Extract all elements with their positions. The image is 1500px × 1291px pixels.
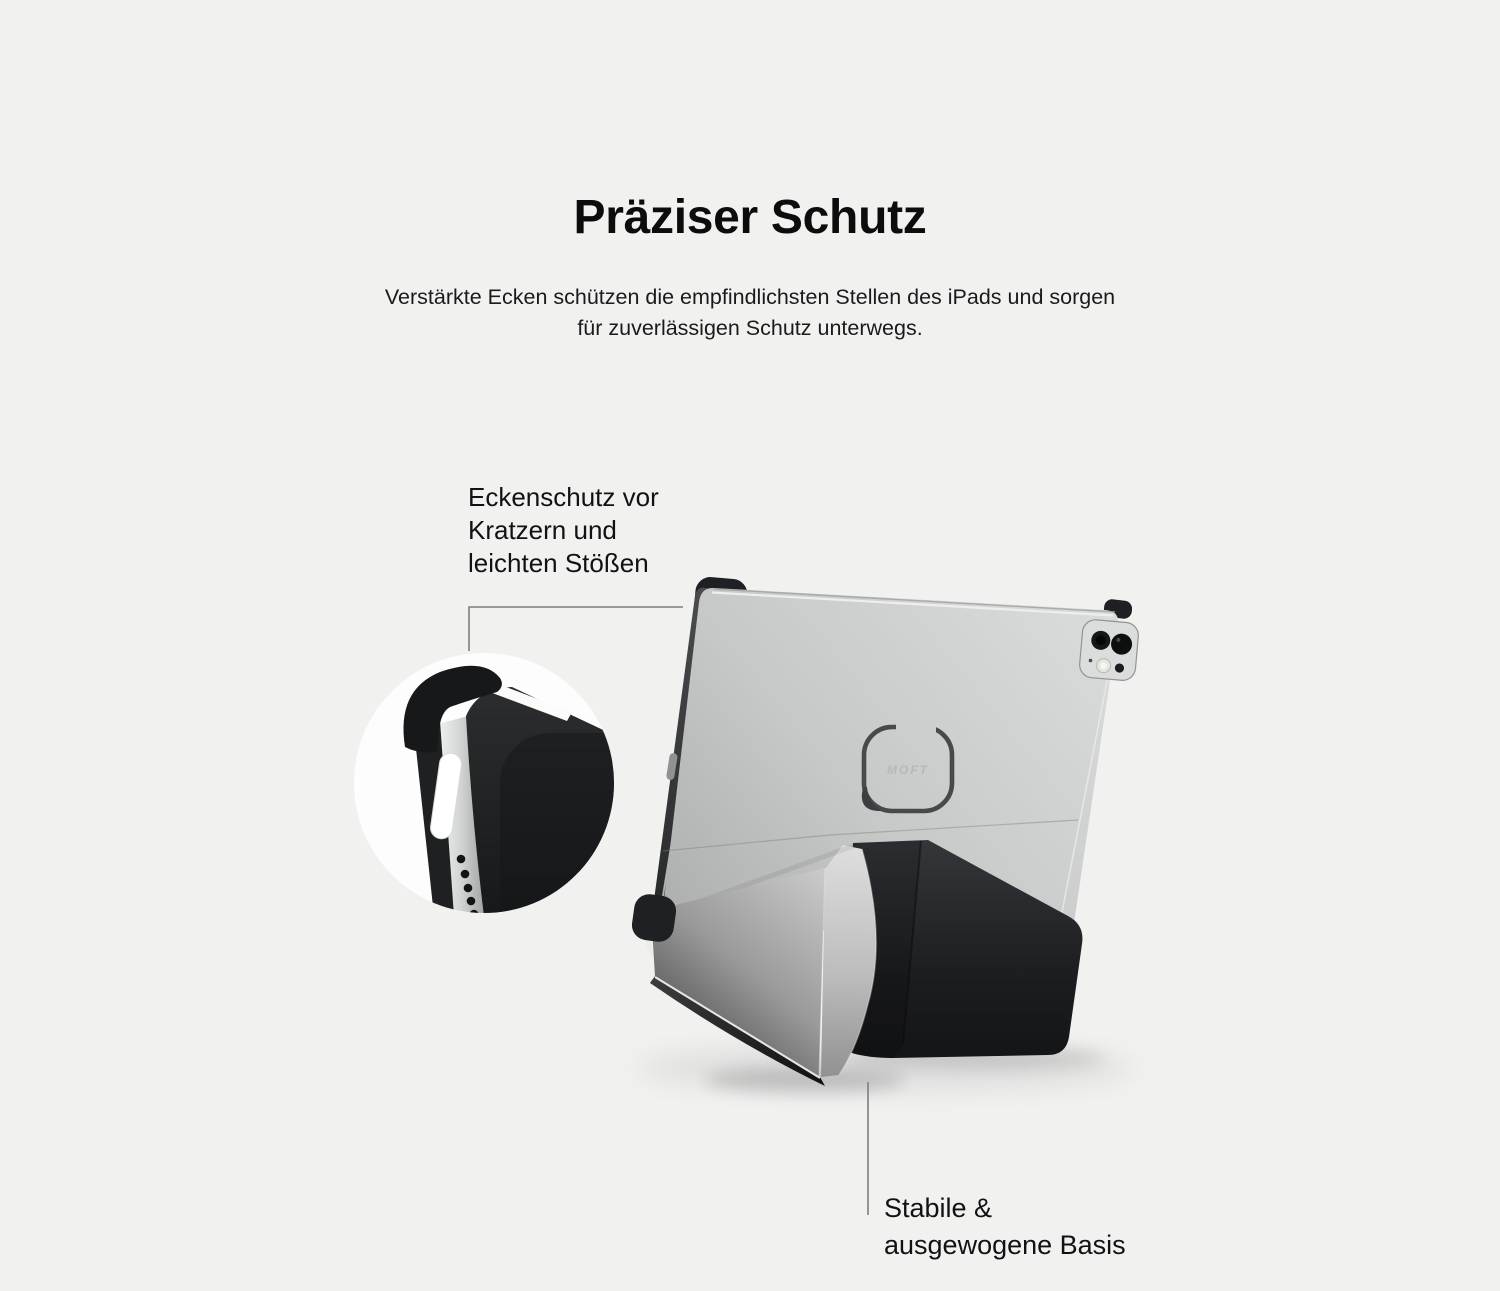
annotation-corner-line-1: Eckenschutz vor bbox=[468, 482, 659, 512]
moft-logo-text: MOFT bbox=[887, 763, 929, 777]
page-title: Präziser Schutz bbox=[573, 191, 927, 244]
subtitle-line-1: Verstärkte Ecken schützen die empfindlichsten Stellen des iPads und sorgen bbox=[384, 285, 1116, 309]
annotation-corner-line-3: leichten Stößen bbox=[468, 548, 649, 578]
camera-module bbox=[1079, 619, 1140, 682]
annotation-base-line-1: Stabile & bbox=[884, 1193, 993, 1223]
moft-logo-gap bbox=[896, 720, 936, 734]
camera-plate bbox=[1079, 619, 1140, 682]
corner-annotation-connector-line bbox=[469, 607, 683, 651]
subtitle-line-2: für zuverlässigen Schutz unterwegs. bbox=[577, 316, 923, 340]
annotation-corner-line-2: Kratzern und bbox=[468, 515, 617, 545]
annotation-base-line-2: ausgewogene Basis bbox=[884, 1230, 1126, 1260]
